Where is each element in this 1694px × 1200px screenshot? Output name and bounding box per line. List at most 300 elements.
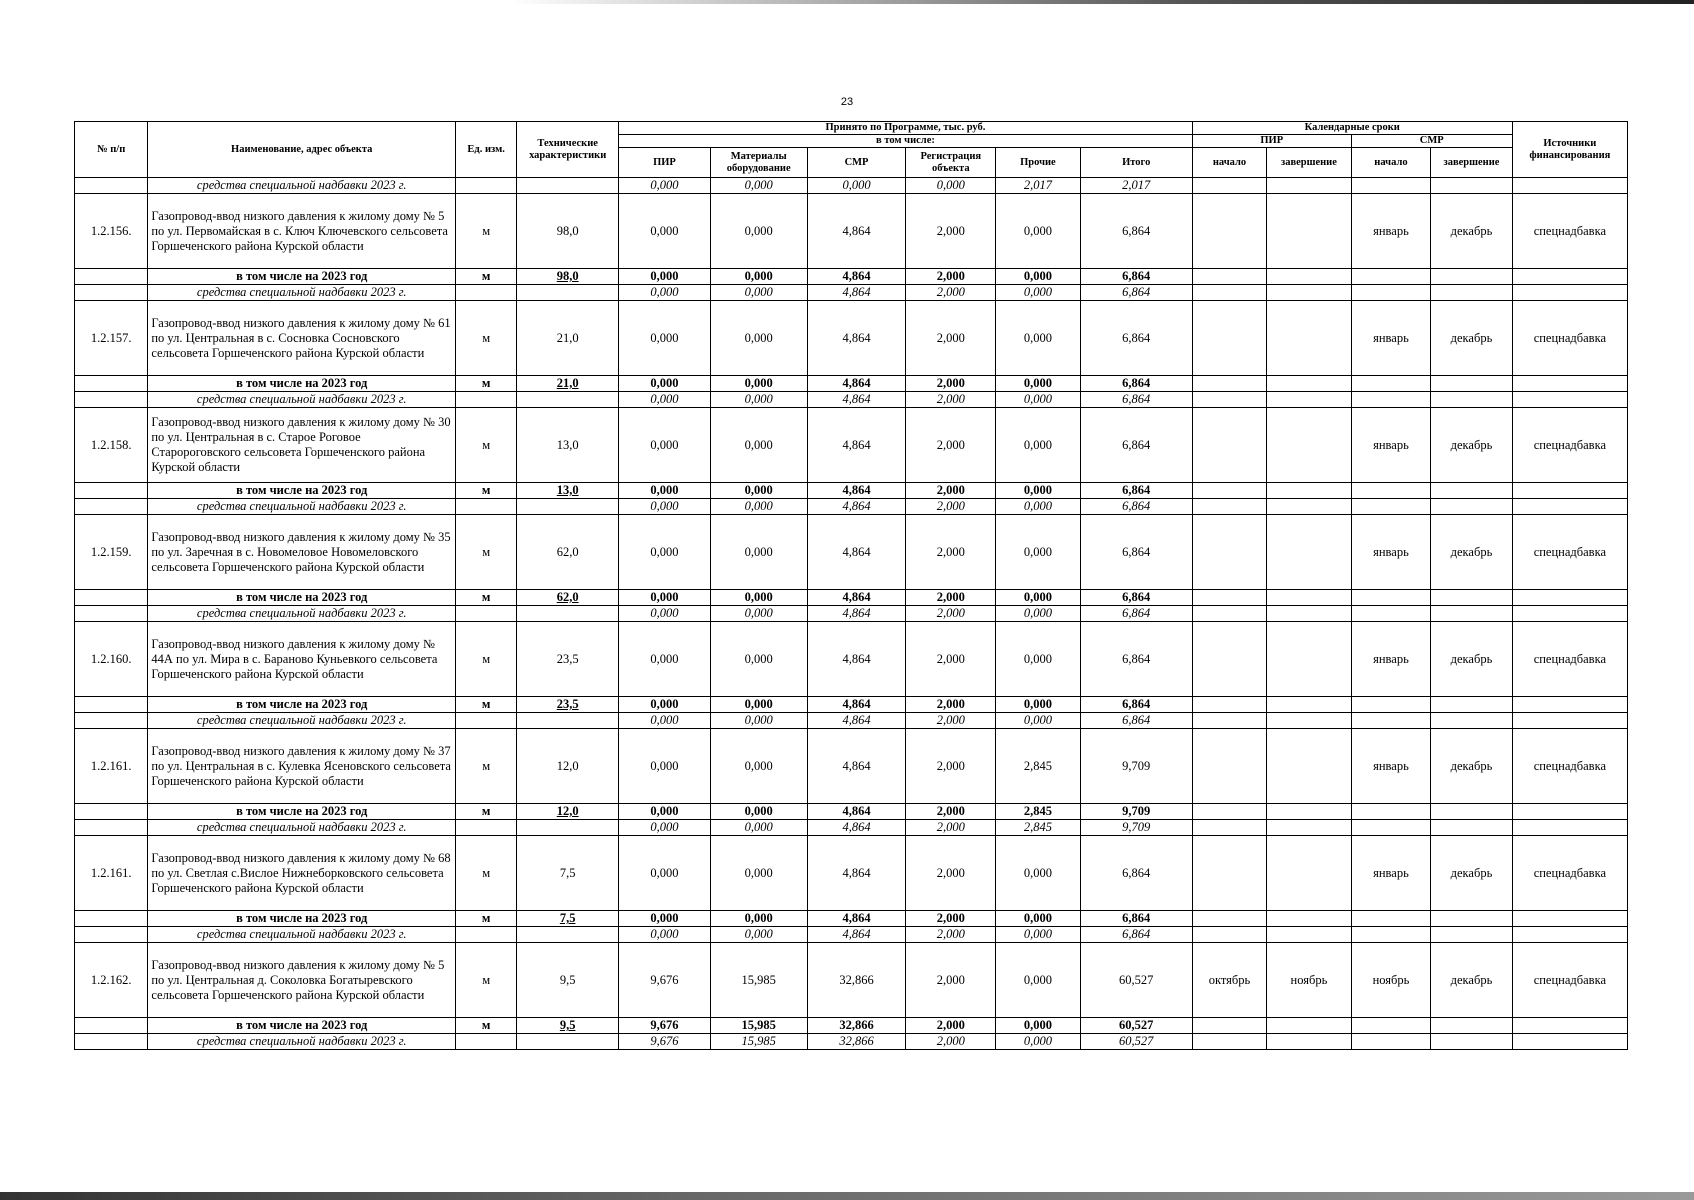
cell-total: 6,864	[1080, 408, 1192, 483]
cell-registration: 2,000	[906, 590, 996, 606]
cell-smr: 4,864	[807, 697, 906, 713]
cell-pir: 0,000	[619, 301, 711, 376]
cell-smr: 4,864	[807, 376, 906, 392]
object-number: 1.2.157.	[75, 301, 148, 376]
object-number: 1.2.162.	[75, 943, 148, 1018]
header-pir: ПИР	[619, 148, 711, 178]
program-table	[74, 121, 1628, 1050]
cell-registration: 2,000	[906, 911, 996, 927]
cell-other: 0,000	[996, 836, 1081, 911]
cell-registration: 2,000	[906, 820, 996, 836]
cell-smr: 4,864	[807, 606, 906, 622]
cell-registration: 2,000	[906, 1018, 996, 1034]
header-including: в том числе:	[619, 135, 1193, 148]
cell-total: 9,709	[1080, 820, 1192, 836]
funding-note-row	[75, 1034, 1628, 1050]
cell-materials: 0,000	[710, 301, 807, 376]
cell-other: 0,000	[996, 590, 1081, 606]
object-row	[75, 194, 1628, 269]
cell-total: 6,864	[1080, 499, 1192, 515]
object-name: Газопровод-ввод низкого давления к жилому дому № 37 по ул. Центральная в с. Кулевка Ясеновского сельсовета Горшеченского района Курской области	[148, 729, 456, 804]
subtotal-row	[75, 269, 1628, 285]
cell-smr: 4,864	[807, 911, 906, 927]
cell-pir: 0,000	[619, 820, 711, 836]
object-row	[75, 622, 1628, 697]
smr-end: декабрь	[1431, 301, 1513, 376]
cell-pir: 9,676	[619, 1034, 711, 1050]
header-registration: Регистрация объекта	[906, 148, 996, 178]
cell-total: 6,864	[1080, 697, 1192, 713]
cell-registration: 2,000	[906, 836, 996, 911]
cell-smr: 4,864	[807, 804, 906, 820]
cell-smr: 0,000	[807, 178, 906, 194]
cell-pir: 0,000	[619, 590, 711, 606]
cell-registration: 2,000	[906, 499, 996, 515]
object-tech: 23,5	[517, 622, 619, 697]
cell-pir: 0,000	[619, 178, 711, 194]
cell-materials: 0,000	[710, 499, 807, 515]
subtotal-unit: м	[456, 483, 517, 499]
cell-total: 60,527	[1080, 1018, 1192, 1034]
cell-pir: 9,676	[619, 1018, 711, 1034]
cell-other: 2,017	[996, 178, 1081, 194]
object-number: 1.2.160.	[75, 622, 148, 697]
cell-other: 0,000	[996, 269, 1081, 285]
funding-note-label: средства специальной надбавки 2023 г.	[148, 713, 456, 729]
cell-total: 60,527	[1080, 1034, 1192, 1050]
cell-total: 9,709	[1080, 804, 1192, 820]
cell-pir: 0,000	[619, 392, 711, 408]
cell-other: 0,000	[996, 408, 1081, 483]
smr-start: январь	[1351, 301, 1430, 376]
smr-start: ноябрь	[1351, 943, 1430, 1018]
pir-start	[1192, 729, 1266, 804]
object-name: Газопровод-ввод низкого давления к жилому дому № 61 по ул. Центральная в с. Сосновка Сосновского сельсовета Горшеченского района Курской области	[148, 301, 456, 376]
smr-end: декабрь	[1431, 729, 1513, 804]
object-row	[75, 301, 1628, 376]
cell-registration: 2,000	[906, 1034, 996, 1050]
object-row	[75, 729, 1628, 804]
cell-total: 6,864	[1080, 515, 1192, 590]
subtotal-tech: 62,0	[517, 590, 619, 606]
cell-materials: 0,000	[710, 483, 807, 499]
cell-materials: 0,000	[710, 836, 807, 911]
subtotal-unit: м	[456, 269, 517, 285]
cell-registration: 2,000	[906, 376, 996, 392]
cell-materials: 0,000	[710, 515, 807, 590]
subtotal-label: в том числе на 2023 год	[148, 804, 456, 820]
cell-smr: 4,864	[807, 483, 906, 499]
object-number: 1.2.161.	[75, 836, 148, 911]
object-name: Газопровод-ввод низкого давления к жилому дому № 5 по ул. Центральная д. Соколовка Богатыревского сельсовета Горшеченского района Курской области	[148, 943, 456, 1018]
cell-smr: 4,864	[807, 408, 906, 483]
pir-start	[1192, 408, 1266, 483]
subtotal-tech: 9,5	[517, 1018, 619, 1034]
cell-pir: 0,000	[619, 697, 711, 713]
smr-start: январь	[1351, 194, 1430, 269]
header-materials: Материалы оборудование	[710, 148, 807, 178]
funding-source: спецнадбавка	[1512, 729, 1627, 804]
cell-registration: 2,000	[906, 285, 996, 301]
object-number: 1.2.161.	[75, 729, 148, 804]
cell-materials: 0,000	[710, 408, 807, 483]
subtotal-tech: 98,0	[517, 269, 619, 285]
object-unit: м	[456, 729, 517, 804]
smr-end: декабрь	[1431, 943, 1513, 1018]
cell-pir: 0,000	[619, 499, 711, 515]
subtotal-label: в том числе на 2023 год	[148, 590, 456, 606]
cell-registration: 2,000	[906, 729, 996, 804]
funding-note-label: средства специальной надбавки 2023 г.	[148, 392, 456, 408]
smr-end: декабрь	[1431, 622, 1513, 697]
header-calendar: Календарные сроки	[1192, 122, 1512, 135]
subtotal-row	[75, 376, 1628, 392]
subtotal-unit: м	[456, 376, 517, 392]
subtotal-row	[75, 697, 1628, 713]
cell-materials: 0,000	[710, 178, 807, 194]
subtotal-unit: м	[456, 590, 517, 606]
header-other: Прочие	[996, 148, 1081, 178]
object-tech: 9,5	[517, 943, 619, 1018]
smr-start: январь	[1351, 622, 1430, 697]
header-cal-pir: ПИР	[1192, 135, 1351, 148]
cell-total: 6,864	[1080, 392, 1192, 408]
cell-materials: 0,000	[710, 697, 807, 713]
cell-smr: 4,864	[807, 285, 906, 301]
object-name: Газопровод-ввод низкого давления к жилому дому № 44А по ул. Мира в с. Бараново Куньевкого сельсовета Горшеченского района Курской области	[148, 622, 456, 697]
smr-end: декабрь	[1431, 408, 1513, 483]
pir-start	[1192, 194, 1266, 269]
object-name: Газопровод-ввод низкого давления к жилому дому № 68 по ул. Светлая с.Вислое Нижнеборковского сельсовета Горшеченского района Курской области	[148, 836, 456, 911]
object-name: Газопровод-ввод низкого давления к жилому дому № 30 по ул. Центральная в с. Старое Роговое Старороговского сельсовета Горшеченского района Курской области	[148, 408, 456, 483]
cell-smr: 4,864	[807, 301, 906, 376]
scan-edge-bottom	[0, 1192, 1694, 1200]
cell-total: 6,864	[1080, 269, 1192, 285]
object-number: 1.2.158.	[75, 408, 148, 483]
object-unit: м	[456, 194, 517, 269]
cell-pir: 0,000	[619, 606, 711, 622]
cell-other: 0,000	[996, 622, 1081, 697]
cell-other: 2,845	[996, 804, 1081, 820]
cell-registration: 2,000	[906, 301, 996, 376]
cell-other: 0,000	[996, 1034, 1081, 1050]
subtotal-label: в том числе на 2023 год	[148, 911, 456, 927]
pir-end	[1267, 729, 1352, 804]
cell-materials: 15,985	[710, 1034, 807, 1050]
cell-pir: 0,000	[619, 376, 711, 392]
object-row	[75, 836, 1628, 911]
cell-smr: 4,864	[807, 622, 906, 697]
cell-materials: 0,000	[710, 713, 807, 729]
cell-registration: 2,000	[906, 483, 996, 499]
header-unit: Ед. изм.	[456, 122, 517, 178]
object-unit: м	[456, 515, 517, 590]
cell-other: 0,000	[996, 376, 1081, 392]
object-tech: 13,0	[517, 408, 619, 483]
cell-other: 0,000	[996, 301, 1081, 376]
cell-pir: 0,000	[619, 804, 711, 820]
cell-other: 2,845	[996, 729, 1081, 804]
cell-total: 6,864	[1080, 301, 1192, 376]
cell-other: 2,845	[996, 820, 1081, 836]
cell-total: 60,527	[1080, 943, 1192, 1018]
cell-other: 0,000	[996, 483, 1081, 499]
cell-total: 6,864	[1080, 911, 1192, 927]
funding-note-label: средства специальной надбавки 2023 г.	[148, 606, 456, 622]
funding-note-row	[75, 285, 1628, 301]
cell-materials: 0,000	[710, 606, 807, 622]
object-unit: м	[456, 301, 517, 376]
funding-note-row	[75, 713, 1628, 729]
cell-registration: 2,000	[906, 392, 996, 408]
pir-start	[1192, 836, 1266, 911]
cell-other: 0,000	[996, 697, 1081, 713]
pir-end	[1267, 515, 1352, 590]
subtotal-unit: м	[456, 911, 517, 927]
cell-materials: 0,000	[710, 927, 807, 943]
smr-start: январь	[1351, 729, 1430, 804]
subtotal-label: в том числе на 2023 год	[148, 269, 456, 285]
cell-smr: 4,864	[807, 927, 906, 943]
cell-registration: 2,000	[906, 269, 996, 285]
cell-materials: 0,000	[710, 392, 807, 408]
object-row	[75, 515, 1628, 590]
cell-registration: 2,000	[906, 515, 996, 590]
cell-pir: 0,000	[619, 194, 711, 269]
cell-other: 0,000	[996, 713, 1081, 729]
page-number: 23	[840, 96, 854, 108]
object-unit: м	[456, 622, 517, 697]
cell-smr: 4,864	[807, 713, 906, 729]
cell-other: 0,000	[996, 499, 1081, 515]
header-num: № п/п	[75, 122, 148, 178]
scan-edge-top	[0, 0, 1694, 4]
cell-pir: 0,000	[619, 713, 711, 729]
pir-end	[1267, 408, 1352, 483]
subtotal-tech: 21,0	[517, 376, 619, 392]
cell-total: 6,864	[1080, 836, 1192, 911]
cell-other: 0,000	[996, 943, 1081, 1018]
funding-note-label: средства специальной надбавки 2023 г.	[148, 178, 456, 194]
cell-pir: 9,676	[619, 943, 711, 1018]
pir-end	[1267, 836, 1352, 911]
funding-note-label: средства специальной надбавки 2023 г.	[148, 499, 456, 515]
pir-end	[1267, 301, 1352, 376]
object-tech: 21,0	[517, 301, 619, 376]
funding-source: спецнадбавка	[1512, 408, 1627, 483]
pir-end: ноябрь	[1267, 943, 1352, 1018]
cell-pir: 0,000	[619, 927, 711, 943]
cell-materials: 15,985	[710, 943, 807, 1018]
cell-smr: 4,864	[807, 499, 906, 515]
funding-note-label: средства специальной надбавки 2023 г.	[148, 1034, 456, 1050]
cell-materials: 0,000	[710, 622, 807, 697]
cell-other: 0,000	[996, 285, 1081, 301]
subtotal-tech: 12,0	[517, 804, 619, 820]
cell-materials: 0,000	[710, 285, 807, 301]
cell-total: 6,864	[1080, 483, 1192, 499]
subtotal-tech: 7,5	[517, 911, 619, 927]
object-tech: 12,0	[517, 729, 619, 804]
object-tech: 7,5	[517, 836, 619, 911]
cell-smr: 4,864	[807, 392, 906, 408]
subtotal-unit: м	[456, 804, 517, 820]
header-smr-start: начало	[1351, 148, 1430, 178]
header-pir-end: завершение	[1267, 148, 1352, 178]
pir-start	[1192, 515, 1266, 590]
funding-note-row	[75, 606, 1628, 622]
cell-registration: 2,000	[906, 943, 996, 1018]
cell-materials: 0,000	[710, 729, 807, 804]
cell-materials: 0,000	[710, 269, 807, 285]
cell-smr: 32,866	[807, 1018, 906, 1034]
cell-registration: 2,000	[906, 713, 996, 729]
subtotal-label: в том числе на 2023 год	[148, 483, 456, 499]
smr-end: декабрь	[1431, 515, 1513, 590]
funding-source: спецнадбавка	[1512, 194, 1627, 269]
header-cal-smr: СМР	[1351, 135, 1512, 148]
cell-materials: 0,000	[710, 820, 807, 836]
cell-pir: 0,000	[619, 622, 711, 697]
cell-registration: 2,000	[906, 927, 996, 943]
cell-registration: 2,000	[906, 804, 996, 820]
subtotal-unit: м	[456, 697, 517, 713]
cell-registration: 2,000	[906, 408, 996, 483]
cell-smr: 32,866	[807, 1034, 906, 1050]
cell-materials: 0,000	[710, 194, 807, 269]
cell-total: 6,864	[1080, 622, 1192, 697]
cell-materials: 15,985	[710, 1018, 807, 1034]
cell-pir: 0,000	[619, 483, 711, 499]
cell-pir: 0,000	[619, 285, 711, 301]
cell-total: 6,864	[1080, 376, 1192, 392]
funding-source: спецнадбавка	[1512, 836, 1627, 911]
cell-materials: 0,000	[710, 804, 807, 820]
cell-other: 0,000	[996, 927, 1081, 943]
cell-pir: 0,000	[619, 911, 711, 927]
funding-note-row	[75, 499, 1628, 515]
funding-note-row	[75, 820, 1628, 836]
subtotal-label: в том числе на 2023 год	[148, 697, 456, 713]
cell-other: 0,000	[996, 194, 1081, 269]
object-number: 1.2.159.	[75, 515, 148, 590]
cell-smr: 4,864	[807, 820, 906, 836]
header-smr: СМР	[807, 148, 906, 178]
subtotal-unit: м	[456, 1018, 517, 1034]
object-row	[75, 943, 1628, 1018]
cell-total: 2,017	[1080, 178, 1192, 194]
funding-note-row	[75, 927, 1628, 943]
smr-start: январь	[1351, 836, 1430, 911]
subtotal-label: в том числе на 2023 год	[148, 376, 456, 392]
cell-total: 6,864	[1080, 606, 1192, 622]
smr-end: декабрь	[1431, 194, 1513, 269]
cell-smr: 4,864	[807, 729, 906, 804]
subtotal-row	[75, 804, 1628, 820]
cell-registration: 2,000	[906, 194, 996, 269]
object-row	[75, 408, 1628, 483]
smr-start: январь	[1351, 515, 1430, 590]
table-body	[75, 178, 1628, 1050]
funding-note-row	[75, 392, 1628, 408]
cell-total: 9,709	[1080, 729, 1192, 804]
object-number: 1.2.156.	[75, 194, 148, 269]
cell-smr: 4,864	[807, 590, 906, 606]
cell-registration: 0,000	[906, 178, 996, 194]
subtotal-row	[75, 590, 1628, 606]
cell-materials: 0,000	[710, 911, 807, 927]
subtotal-row	[75, 483, 1628, 499]
object-unit: м	[456, 943, 517, 1018]
cell-smr: 4,864	[807, 194, 906, 269]
cell-pir: 0,000	[619, 269, 711, 285]
cell-pir: 0,000	[619, 836, 711, 911]
cell-smr: 4,864	[807, 269, 906, 285]
smr-start: январь	[1351, 408, 1430, 483]
funding-note-row	[75, 178, 1628, 194]
cell-other: 0,000	[996, 392, 1081, 408]
cell-pir: 0,000	[619, 729, 711, 804]
funding-note-label: средства специальной надбавки 2023 г.	[148, 927, 456, 943]
cell-registration: 2,000	[906, 697, 996, 713]
funding-source: спецнадбавка	[1512, 515, 1627, 590]
cell-smr: 4,864	[807, 515, 906, 590]
object-unit: м	[456, 408, 517, 483]
object-tech: 98,0	[517, 194, 619, 269]
cell-smr: 4,864	[807, 836, 906, 911]
cell-total: 6,864	[1080, 590, 1192, 606]
object-unit: м	[456, 836, 517, 911]
header-pir-start: начало	[1192, 148, 1266, 178]
cell-registration: 2,000	[906, 622, 996, 697]
cell-materials: 0,000	[710, 376, 807, 392]
object-tech: 62,0	[517, 515, 619, 590]
subtotal-tech: 23,5	[517, 697, 619, 713]
cell-total: 6,864	[1080, 927, 1192, 943]
subtotal-label: в том числе на 2023 год	[148, 1018, 456, 1034]
funding-source: спецнадбавка	[1512, 622, 1627, 697]
cell-smr: 32,866	[807, 943, 906, 1018]
header-sources: Источники финансирования	[1512, 122, 1627, 178]
object-name: Газопровод-ввод низкого давления к жилому дому № 5 по ул. Первомайская в с. Ключ Ключевского сельсовета Горшеченского района Курской области	[148, 194, 456, 269]
funding-source: спецнадбавка	[1512, 943, 1627, 1018]
pir-start: октябрь	[1192, 943, 1266, 1018]
funding-note-label: средства специальной надбавки 2023 г.	[148, 285, 456, 301]
pir-end	[1267, 622, 1352, 697]
smr-end: декабрь	[1431, 836, 1513, 911]
cell-materials: 0,000	[710, 590, 807, 606]
cell-total: 6,864	[1080, 285, 1192, 301]
subtotal-tech: 13,0	[517, 483, 619, 499]
cell-other: 0,000	[996, 911, 1081, 927]
header-smr-end: завершение	[1431, 148, 1513, 178]
cell-total: 6,864	[1080, 194, 1192, 269]
header-name: Наименование, адрес объекта	[148, 122, 456, 178]
object-name: Газопровод-ввод низкого давления к жилому дому № 35 по ул. Заречная в с. Новомеловое Новомеловского сельсовета Горшеченского района Курской области	[148, 515, 456, 590]
cell-registration: 2,000	[906, 606, 996, 622]
pir-start	[1192, 622, 1266, 697]
header-accepted: Принято по Программе, тыс. руб.	[619, 122, 1193, 135]
header-tech: Технические характеристики	[517, 122, 619, 178]
subtotal-row	[75, 911, 1628, 927]
cell-pir: 0,000	[619, 515, 711, 590]
cell-other: 0,000	[996, 606, 1081, 622]
pir-end	[1267, 194, 1352, 269]
funding-source: спецнадбавка	[1512, 301, 1627, 376]
pir-start	[1192, 301, 1266, 376]
header-total: Итого	[1080, 148, 1192, 178]
subtotal-row	[75, 1018, 1628, 1034]
